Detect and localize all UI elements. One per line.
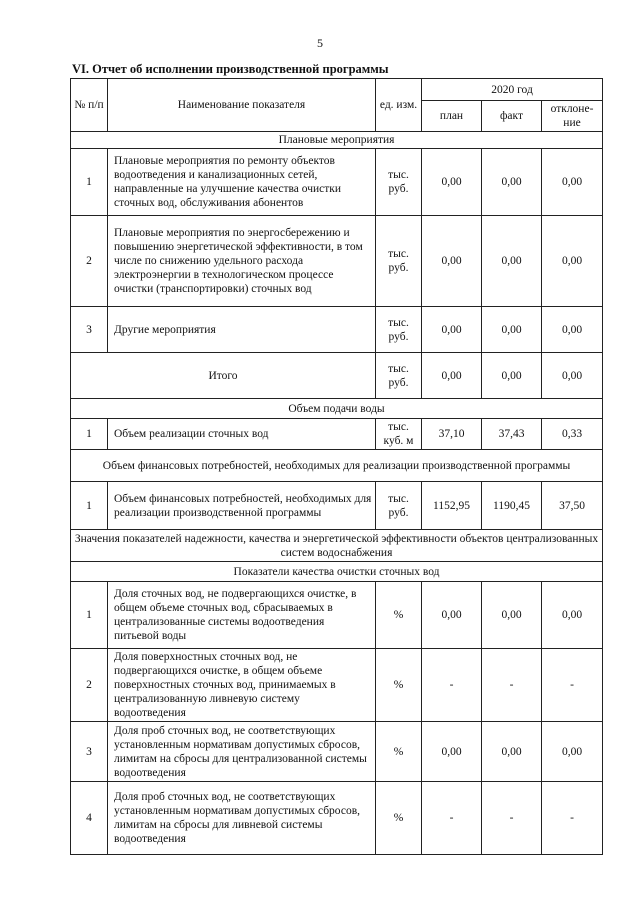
table-row	[71, 722, 603, 782]
row-plan: 0,00	[422, 216, 482, 307]
row-dev: 37,50	[542, 482, 603, 530]
section-row	[71, 450, 603, 482]
row-unit: тыс. руб.	[376, 149, 422, 216]
row-fact: -	[482, 649, 542, 722]
row-num: 2	[71, 649, 108, 722]
table-row	[71, 782, 603, 855]
report-table	[70, 78, 603, 855]
row-plan: 37,10	[422, 419, 482, 450]
row-name: Доля поверхностных сточных вод, не подвергающихся очистке, в общем объеме поверхностных сточных вод, принимаемых в централизованную ливневую систему водоотведения	[108, 649, 376, 722]
table-row	[71, 582, 603, 649]
row-name: Объем финансовых потребностей, необходимых для реализации производственной программы	[108, 482, 376, 530]
total-row	[71, 353, 603, 399]
row-fact: 0,00	[482, 722, 542, 782]
header-fact: факт	[482, 101, 542, 132]
header-num: № п/п	[71, 79, 108, 132]
row-name: Другие мероприятия	[108, 307, 376, 353]
row-num: 3	[71, 722, 108, 782]
table-row	[71, 482, 603, 530]
header-plan: план	[422, 101, 482, 132]
row-fact: 1190,45	[482, 482, 542, 530]
row-unit: %	[376, 782, 422, 855]
row-plan: 0,00	[422, 149, 482, 216]
table-row	[71, 307, 603, 353]
header-unit: ед. изм.	[376, 79, 422, 132]
row-dev: 0,00	[542, 582, 603, 649]
row-fact: 37,43	[482, 419, 542, 450]
section-row	[71, 530, 603, 562]
row-num: 1	[71, 482, 108, 530]
section-row	[71, 132, 603, 149]
row-fact: 0,00	[482, 307, 542, 353]
header-name: Наименование показателя	[108, 79, 376, 132]
header-deviation: отклоне-ние	[542, 101, 603, 132]
row-fact: 0,00	[482, 582, 542, 649]
total-dev: 0,00	[542, 353, 603, 399]
row-name: Доля сточных вод, не подвергающихся очистке, в общем объеме сточных вод, сбрасываемых в централизованные системы водоотведения питьевой воды	[108, 582, 376, 649]
row-num: 1	[71, 419, 108, 450]
section-row	[71, 562, 603, 582]
row-num: 2	[71, 216, 108, 307]
total-plan: 0,00	[422, 353, 482, 399]
row-unit: %	[376, 582, 422, 649]
row-plan: 0,00	[422, 722, 482, 782]
row-unit: тыс. руб.	[376, 216, 422, 307]
row-plan: 0,00	[422, 307, 482, 353]
header-year: 2020 год	[422, 79, 603, 101]
total-label: Итого	[71, 353, 376, 399]
row-dev: -	[542, 782, 603, 855]
row-num: 3	[71, 307, 108, 353]
table-row	[71, 149, 603, 216]
section-row	[71, 399, 603, 419]
section-indicators: Значения показателей надежности, качества и энергетической эффективности объектов централизованных систем водоснабжения	[71, 530, 603, 562]
row-num: 4	[71, 782, 108, 855]
table-row	[71, 649, 603, 722]
section-finance: Объем финансовых потребностей, необходимых для реализации производственной программы	[71, 450, 603, 482]
row-plan: 0,00	[422, 582, 482, 649]
row-dev: 0,33	[542, 419, 603, 450]
page-number: 5	[317, 36, 323, 50]
row-unit: тыс. руб.	[376, 482, 422, 530]
row-dev: -	[542, 649, 603, 722]
table-row	[71, 419, 603, 450]
row-plan: 1152,95	[422, 482, 482, 530]
row-num: 1	[71, 149, 108, 216]
row-name: Доля проб сточных вод, не соответствующих установленным нормативам допустимых сбросов, лимитам на сбросы для централизованной системы водоотведения	[108, 722, 376, 782]
total-unit: тыс. руб.	[376, 353, 422, 399]
row-plan: -	[422, 782, 482, 855]
row-name: Плановые мероприятия по энергосбережению и повышению энергетической эффективности, в том числе по снижению удельного расхода электроэнергии в технологическом процессе очистки (транспортировки) сточных вод	[108, 216, 376, 307]
section-volume: Объем подачи воды	[71, 399, 603, 419]
header-row	[71, 79, 603, 101]
table-row	[71, 216, 603, 307]
row-fact: 0,00	[482, 149, 542, 216]
section-planned: Плановые мероприятия	[71, 132, 603, 149]
row-dev: 0,00	[542, 722, 603, 782]
row-plan: -	[422, 649, 482, 722]
row-unit: %	[376, 722, 422, 782]
row-num: 1	[71, 582, 108, 649]
row-dev: 0,00	[542, 307, 603, 353]
total-fact: 0,00	[482, 353, 542, 399]
row-fact: 0,00	[482, 216, 542, 307]
row-dev: 0,00	[542, 149, 603, 216]
row-dev: 0,00	[542, 216, 603, 307]
section-title: VI. Отчет об исполнении производственной программы	[72, 62, 389, 76]
section-quality: Показатели качества очистки сточных вод	[71, 562, 603, 582]
row-unit: %	[376, 649, 422, 722]
row-unit: тыс. руб.	[376, 307, 422, 353]
row-unit: тыс. куб. м	[376, 419, 422, 450]
row-name: Доля проб сточных вод, не соответствующих установленным нормативам допустимых сбросов, лимитам на сбросы для ливневой системы водоотведения	[108, 782, 376, 855]
row-name: Плановые мероприятия по ремонту объектов водоотведения и канализационных сетей, направленные на улучшение качества очистки сточных вод, обслуживания абонентов	[108, 149, 376, 216]
row-name: Объем реализации сточных вод	[108, 419, 376, 450]
row-fact: -	[482, 782, 542, 855]
